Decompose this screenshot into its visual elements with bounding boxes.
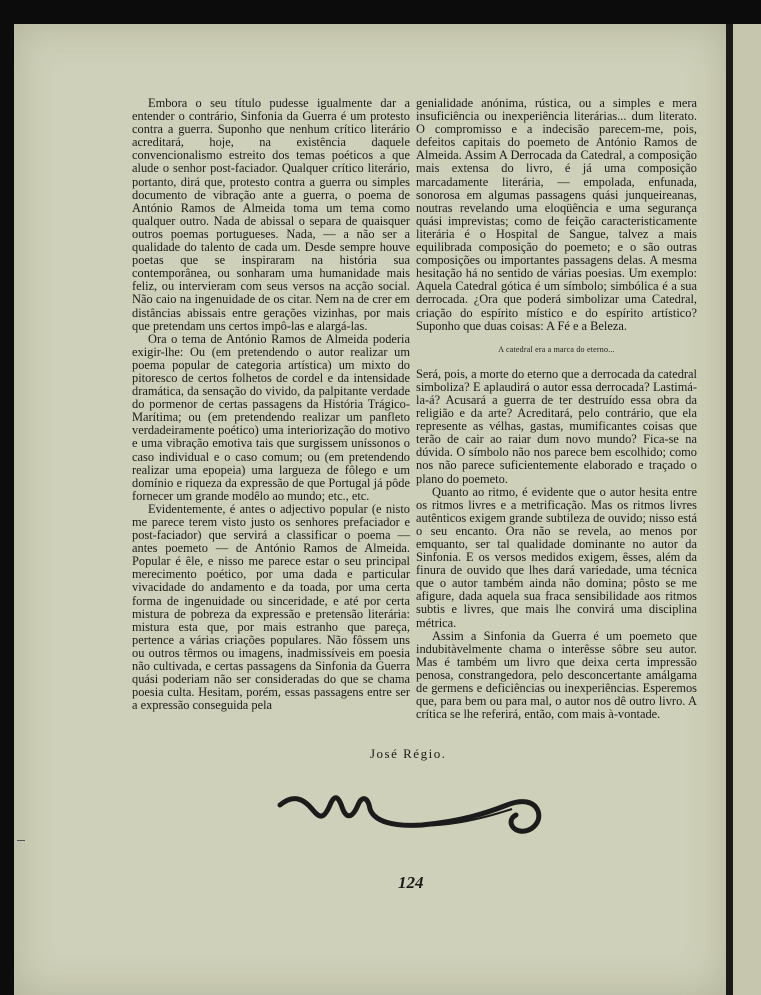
paragraph: genialidade anónima, rústica, ou a simples e mera insuficiência ou inexperiência literárias... dum literato. O compromisso e a indecisão parecem-me, pois, defeitos capitais do poemeto de António Ramos de Almeida. Assim A Derrocada da Catedral, a composição mais extensa do livro, é já uma composição marcadamente literária, — empolada, enfunada, sonorosa em algumas passagens quási junqueireanas, noutras revelando uma eloqüência e uma segurança quási imprevistas; como de feição caracteristicamente literária é o Hospital de Sangue, talvez a mais equilibrada composição do poemeto; e o são outras composições ou importantes passagens delas. A mesma hesitação há no sentido de várias poesias. Um exemplo: Aquela Catedral gótica é um símbolo; simbólica é a sua derrocada. ¿Ora que poderá simbolizar uma Catedral, criação do espírito místico e do espírito artístico? Suponho que duas coisas: A Fé e a Beleza. (416, 96, 697, 333)
right-text-column (416, 97, 697, 721)
paragraph: Ora o tema de António Ramos de Almeida poderia exigir-lhe: Ou (em pretendendo o autor realizar um poema popular de categoria artística) um mixto do pitoresco de certos folhetos de cordel e da intensidade dramática, da sensação do vivido, da palpitante verdade do pormenor de certas passagens da História Trágico-Marítima; ou (em pretendendo realizar um panfleto verdadeiramente poético) uma interiorização do motivo e uma vibração emotiva tais que surgissem uníssonos o caso individual e o caso comum; ou (em pretendendo realizar uma epopeia) uma largueza de fôlego e um domínio e riqueza da expressão de que Portugal já pôde fornecer um grande modêlo ao mundo; etc., etc. (132, 331, 410, 503)
flourish-ornament (272, 775, 562, 845)
quote-caption: A catedral era a marca do eterno... (498, 344, 615, 354)
left-text-column (132, 97, 410, 712)
paragraph: Assim a Sinfonia da Guerra é um poemeto que indubitàvelmente chama o interêsse sôbre seu autor. Mas é também um livro que deixa certa impressão penosa, constrangedora, pelo desconcertante amálgama de germens e deficiências ou inexperiências. Esperemos que, para bem ou para mal, o autor nos dê outro livro. A crítica se lhe referirá, então, com mais à-vontade. (416, 628, 697, 722)
page-gutter-shadow (726, 24, 733, 995)
next-page-edge (733, 24, 761, 995)
margin-mark (17, 840, 25, 841)
paragraph: Embora o seu título pudesse igualmente dar a entender o contrário, Sinfonia da Guerra é um protesto contra a guerra. Suponho que nenhum crítico literário acreditará, hoje, na existência daquele convencionalismo estreito dos temas poéticos a que alude o senhor post-faciador. Qualquer crítico literário, portanto, dirá que, protesto contra a guerra ou simples documento de vibração ante a guerra, o poema de António Ramos de Almeida toma um tema como qualquer outro. Nada de abissal o separa de quaisquer outros poemas portugueses. Nada, — a não ser a qualidade do talento de cada um. Desde sempre houve poetas que se inspiraram na história sua contemporânea, ou sonharam uma humanidade mais feliz, ou intervieram com seus versos na acção social. Não caio na ingenuidade de os citar. Nem na de crer em distâncias abissais entre gerações vizinhas, por mais que pretendam uns certos impô-las e alargá-las. (132, 96, 410, 333)
paragraph: Quanto ao ritmo, é evidente que o autor hesita entre os ritmos livres e a metrificação. Mas os ritmos livres autênticos exigem grande subtileza de ouvido; nisso está o seu encanto. Ora não se revela, ao menos por emquanto, ser tal qualidade dominante no autor da Sinfonia. E os versos medidos exigem, êsses, além da finura de ouvido que lhes dará variedade, uma técnica que o autor também ainda não domina; pôsto se me afigure, dada aquela sua fraca sensibilidade aos ritmos subtis e livres, que mais lhe convirá uma disciplina métrica. (416, 484, 697, 630)
page-number: 124 (398, 873, 424, 892)
author-signature: José Régio. (370, 746, 447, 761)
paragraph: Evidentemente, é antes o adjectivo popular (e nisto me parece terem visto justo os senhores prefaciador e post-faciador) que servirá a classificar o poema — antes poemeto — de António Ramos de Almeida. Popular é êle, e nisso me parece estar o seu principal merecimento poético, por uma dada e particular vivacidade do andamento e da toada, por uma certa forma de ingenuidade ou sinceridade, e até por certa mistura de pobreza da expressão e pretensão literária: mistura esta que, por mais estranho que pareça, pertence a várias criações populares. Não fôssem uns ou outros têrmos ou imagens, inadmissíveis em poesia não cultivada, e certas passagens da Sinfonia da Guerra quási poderiam não ser consideradas do que se chama poesia culta. Hesitam, porém, essas passagens entre ser a expressão conseguida pela (132, 501, 410, 713)
paragraph: Será, pois, a morte do eterno que a derrocada da catedral simboliza? E aplaudirá o autor essa derrocada? Lastimá-la-á? Acusará a guerra de ter destruído essa obra da religião e da arte? Acreditará, pelo contrário, que ela represente as vélhas, gastas, mumificantes coisas que terão de cair ao raiar dum novo mundo? Fica-se na dúvida. O símbolo não nos parece bem escolhido; como nos não parece suficientemente elaborado e traçado o plano do poemeto. (416, 366, 697, 486)
